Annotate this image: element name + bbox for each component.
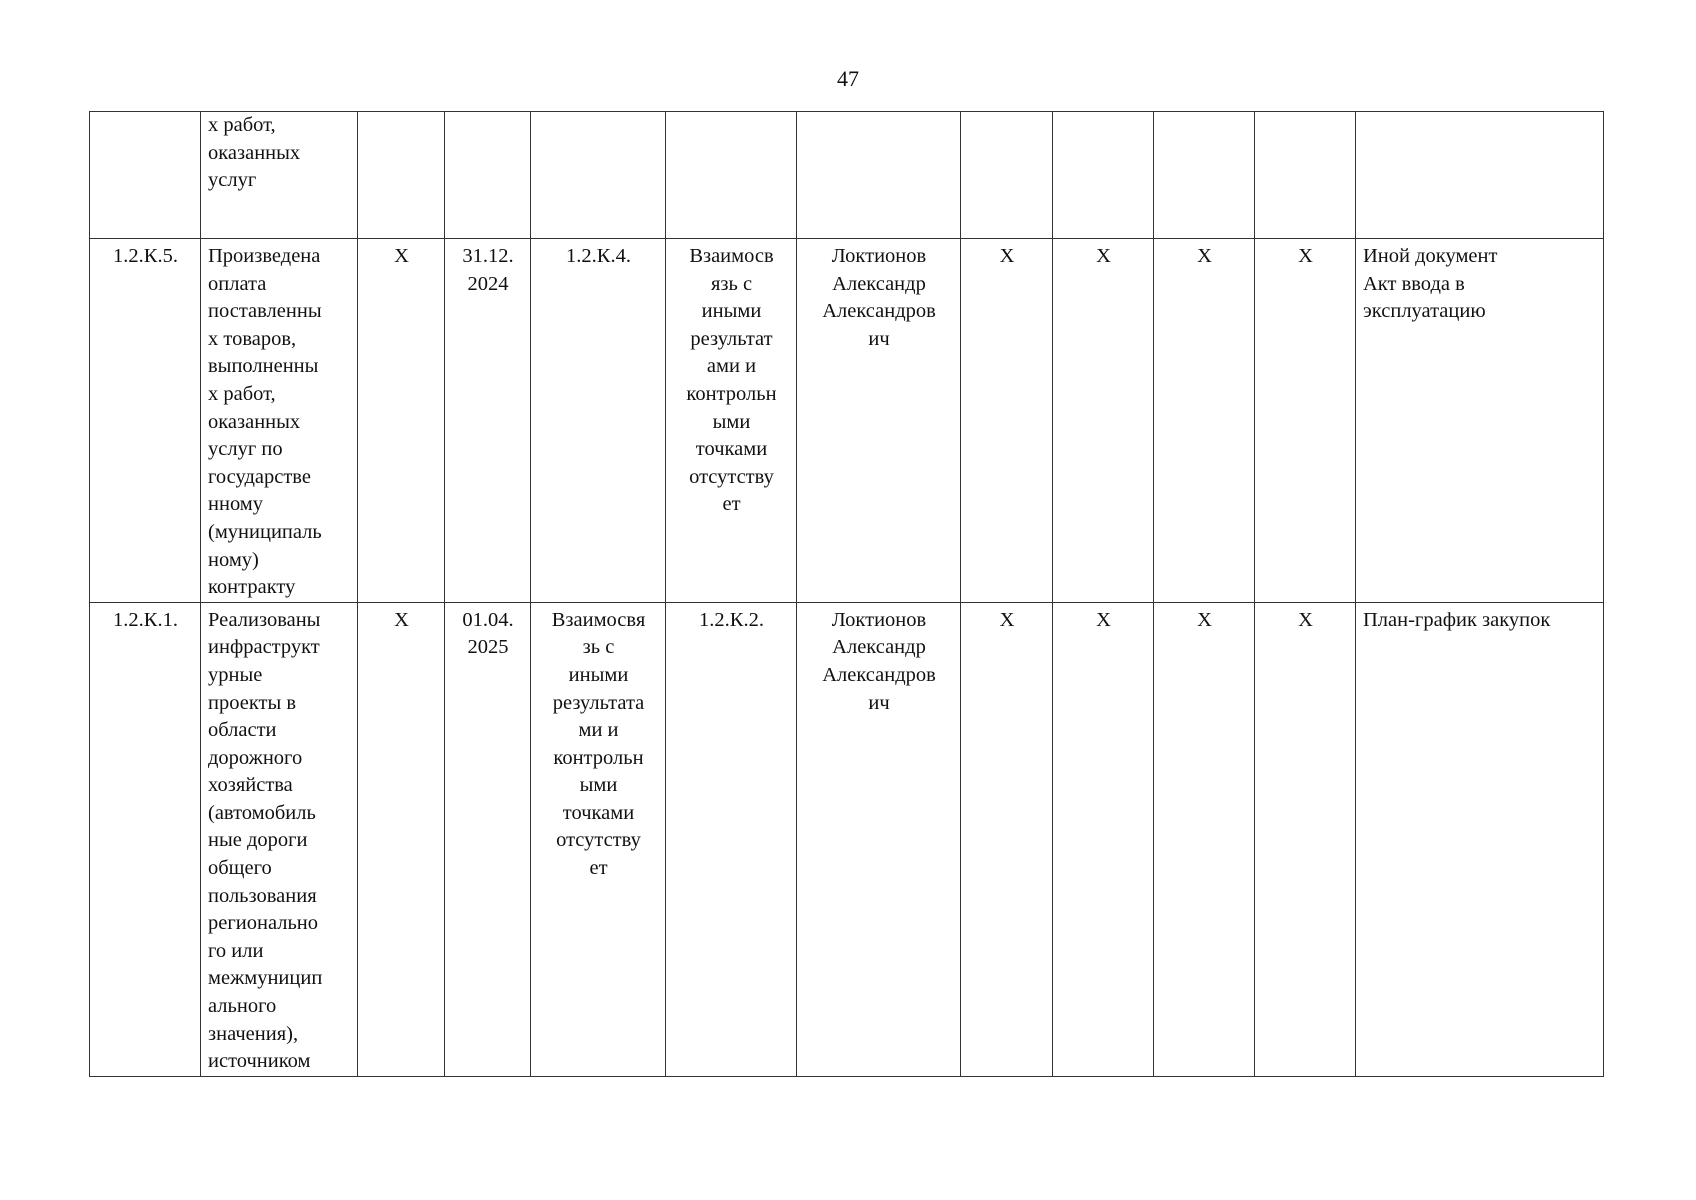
cell-x4: Х — [1255, 239, 1356, 603]
cell-x1 — [961, 112, 1053, 239]
cell-successor: Взаимосв язь с иными результат ами и контрольн ыми точками отсутству ет — [666, 239, 797, 603]
cell-x2: Х — [1053, 239, 1154, 603]
control-points-table — [89, 111, 1604, 1077]
cell-x4 — [1255, 112, 1356, 239]
cell-name: Реализованы инфраструкт урные проекты в области дорожного хозяйства (автомобиль ные дороги общего пользования регионально го или межмуницип ального значения), источником — [201, 602, 358, 1076]
cell-date: 31.12. 2024 — [445, 239, 531, 603]
cell-date — [445, 112, 531, 239]
cell-predecessor: 1.2.К.4. — [531, 239, 666, 603]
cell-document: Иной документ Акт ввода в эксплуатацию — [1356, 239, 1604, 603]
table-row — [90, 112, 1604, 239]
cell-predecessor: Взаимосвя зь с иными результата ми и контрольн ыми точками отсутству ет — [531, 602, 666, 1076]
cell-responsible — [797, 112, 961, 239]
cell-mark: Х — [358, 602, 445, 1076]
cell-x4: Х — [1255, 602, 1356, 1076]
cell-x2 — [1053, 112, 1154, 239]
page-number: 47 — [837, 66, 859, 91]
cell-document — [1356, 112, 1604, 239]
cell-name: х работ, оказанных услуг — [201, 112, 358, 239]
cell-mark: Х — [358, 239, 445, 603]
cell-x1: Х — [961, 239, 1053, 603]
cell-code: 1.2.К.5. — [90, 239, 201, 603]
table-row — [90, 602, 1604, 1076]
cell-mark — [358, 112, 445, 239]
cell-predecessor — [531, 112, 666, 239]
cell-x1: Х — [961, 602, 1053, 1076]
table-row — [90, 239, 1604, 603]
cell-code: 1.2.К.1. — [90, 602, 201, 1076]
cell-code — [90, 112, 201, 239]
cell-x3: Х — [1154, 239, 1255, 603]
cell-successor — [666, 112, 797, 239]
cell-x3: Х — [1154, 602, 1255, 1076]
cell-responsible: Локтионов Александр Александров ич — [797, 602, 961, 1076]
cell-x2: Х — [1053, 602, 1154, 1076]
cell-name: Произведена оплата поставленны х товаров, выполненны х работ, оказанных услуг по государстве нному (муниципаль ному) контракту — [201, 239, 358, 603]
cell-date: 01.04. 2025 — [445, 602, 531, 1076]
cell-document: План-график закупок — [1356, 602, 1604, 1076]
cell-responsible: Локтионов Александр Александров ич — [797, 239, 961, 603]
cell-x3 — [1154, 112, 1255, 239]
cell-successor: 1.2.К.2. — [666, 602, 797, 1076]
